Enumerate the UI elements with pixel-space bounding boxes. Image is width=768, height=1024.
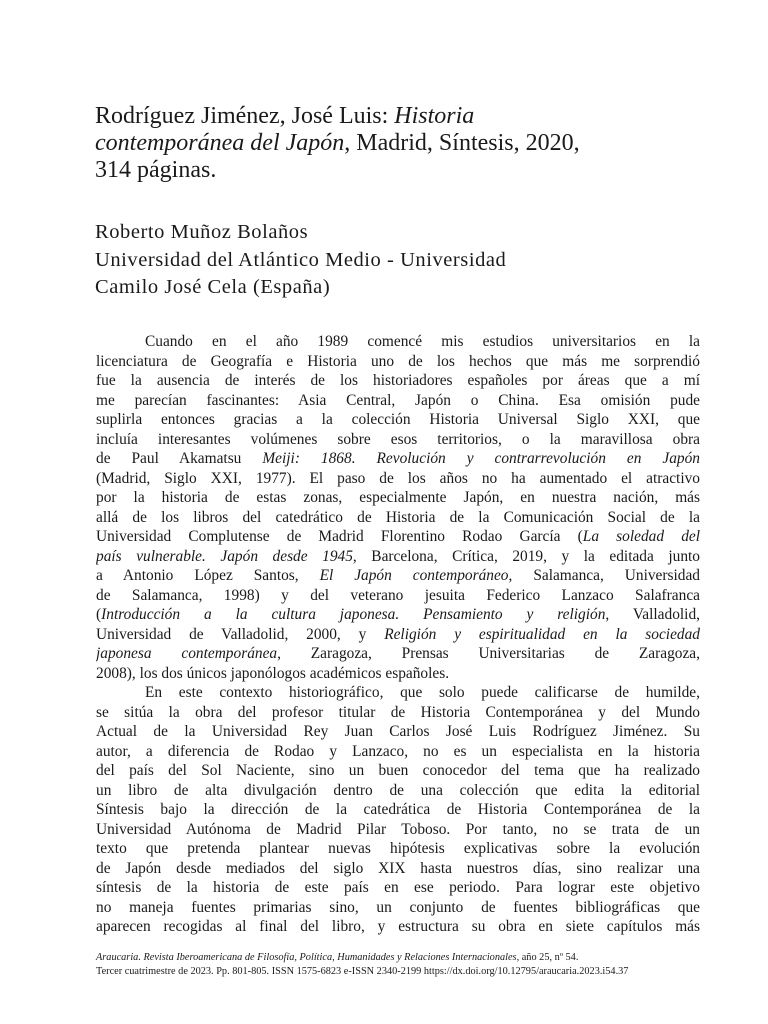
body-line: Actual de la Universidad Rey Juan Carlos José Luis Rodríguez Jiménez. Su: [96, 723, 700, 740]
body-line: se sitúa la obra del profesor titular de Historia Contemporánea y del Mundo: [96, 703, 700, 721]
body-line: texto que pretenda plantear nuevas hipótesis explicativas sobre la evolución: [96, 840, 700, 857]
title-line-3: 314 páginas.: [95, 157, 217, 183]
body-line: síntesis de la historia de este país en ese periodo. Para lograr este objetivo: [96, 879, 700, 896]
body-line: me parecían fascinantes: Asia Central, Japón o China. Esa omisión pude: [96, 391, 700, 409]
body-line: aparecen recogidas al final del libro, y estructura su obra en siete capítulos más: [96, 918, 700, 935]
body-line: autor, a diferencia de Rodao y Lanzaco, no es un especialista en la historia: [96, 742, 700, 760]
body-line: incluía interesantes volúmenes sobre esos territorios, o la maravillosa obra: [96, 430, 700, 448]
body-line: por la historia de estas zonas, especialmente Japón, en nuestra nación, más: [96, 489, 700, 506]
body-line: del país del Sol Naciente, sino un buen conocedor del tema que ha realizado: [96, 762, 700, 779]
body-line: de Japón desde mediados del siglo XIX hasta nuestros días, sino realizar una: [96, 859, 700, 877]
body-line: suplirla entonces gracias a la colección Historia Universal Siglo XXI, que: [96, 411, 700, 428]
body-line: de Paul Akamatsu Meiji: 1868. Revolución y contrarrevolución en Japón: [96, 450, 700, 467]
body-line: fue la ausencia de interés de los historiadores españoles por áreas que a mí: [96, 372, 700, 389]
body-line: (Introducción a la cultura japonesa. Pensamiento y religión, Valladolid,: [96, 606, 700, 623]
body-line: Cuando en el año 1989 comencé mis estudios universitarios en la: [145, 333, 700, 350]
body-line: Universidad Complutense de Madrid Florentino Rodao García (La soledad del: [96, 528, 700, 545]
body-line: Síntesis bajo la dirección de la catedrática de Historia Contemporánea de la: [96, 801, 700, 818]
body-line: de Salamanca, 1998) y del veterano jesuita Federico Lanzaco Salafranca: [96, 586, 700, 604]
review-body: [96, 332, 700, 937]
body-line: licenciatura de Geografía e Historia uno de los hechos que más me sorprendió: [96, 352, 700, 370]
body-line: En este contexto historiográfico, que solo puede calificarse de humilde,: [145, 684, 700, 701]
body-line: no maneja fuentes primarias sino, un conjunto de fuentes bibliográficas que: [96, 898, 700, 916]
body-line: allá de los libros del catedrático de Historia de la Comunicación Social de la: [96, 508, 700, 526]
journal-issn-doi: Tercer cuatrimestre de 2023. Pp. 801-805. ISSN 1575-6823 e-ISSN 2340-2199 https://dx.doi.org/10.12795/araucaria.2023.i54.37: [96, 965, 629, 977]
body-line: (Madrid, Siglo XXI, 1977). El paso de los años no ha aumentado el atractivo: [96, 469, 700, 487]
journal-footer: [96, 951, 700, 978]
body-line: un libro de alta divulgación dentro de una colección que edita la editorial: [96, 781, 700, 799]
body-line: Universidad Autónoma de Madrid Pilar Toboso. Por tanto, no se trata de un: [96, 820, 700, 838]
body-line: 2008), los dos únicos japonólogos académicos españoles.: [96, 664, 450, 682]
body-line: país vulnerable. Japón desde 1945, Barcelona, Crítica, 2019, y la editada junto: [96, 547, 700, 565]
book-title-italic: Historia: [394, 103, 475, 129]
title-line-1: Rodríguez Jiménez, José Luis: Historia: [95, 103, 475, 129]
review-title: [95, 103, 695, 184]
journal-citation: Araucaria. Revista Iberoamericana de Filosofía, Política, Humanidades y Relaciones Internacionales, año 25, nº 54.: [96, 952, 579, 963]
author-block: [95, 219, 695, 302]
book-title-italic: contemporánea del Japón: [95, 130, 345, 156]
author-affiliation-1: Universidad del Atlántico Medio - Universidad: [95, 248, 507, 271]
body-line: japonesa contemporánea, Zaragoza, Prensas Universitarias de Zaragoza,: [96, 645, 700, 662]
author-name: Roberto Muñoz Bolaños: [95, 221, 309, 243]
author-affiliation-2: Camilo José Cela (España): [95, 276, 331, 298]
body-line: a Antonio López Santos, El Japón contemporáneo, Salamanca, Universidad: [96, 567, 700, 584]
body-line: Universidad de Valladolid, 2000, y Religión y espiritualidad en la sociedad: [96, 625, 700, 643]
title-line-2: contemporánea del Japón, Madrid, Síntesis, 2020,: [95, 130, 580, 156]
